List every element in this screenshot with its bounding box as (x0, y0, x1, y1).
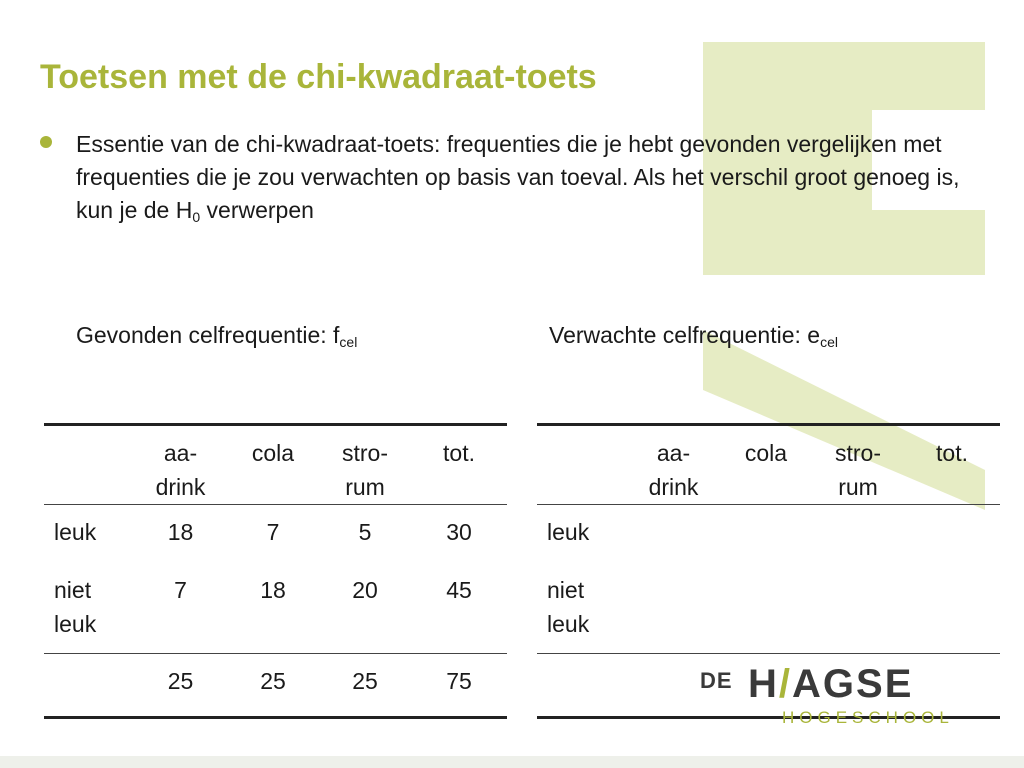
header-cell: stro- rum (835, 440, 881, 500)
table-cell (720, 505, 812, 564)
found-caption-text: Gevonden celfrequentie: f (76, 322, 340, 348)
row-label: leuk (547, 519, 590, 545)
header-cell: cola (251, 440, 295, 466)
table-cell (812, 563, 904, 654)
haagse-hogeschool-logo (700, 662, 1000, 732)
table-cell (720, 563, 812, 654)
expected-caption-text: Verwachte celfrequentie: e (549, 322, 821, 348)
row-label: niet leuk (547, 577, 590, 637)
row-label: leuk (54, 519, 97, 545)
logo-hogeschool-text: HOGESCHOOL (782, 708, 954, 727)
header-cell (44, 425, 134, 505)
table-cell (627, 563, 720, 654)
bullet-text-end: verwerpen (200, 197, 314, 223)
bullet-list (40, 128, 970, 234)
table-cell: 45 (446, 577, 472, 603)
header-cell: aa- drink (155, 440, 206, 500)
table-cell (904, 563, 1000, 654)
table-cell: 7 (266, 519, 280, 545)
table-row (44, 563, 507, 654)
table-cell (904, 505, 1000, 564)
expected-caption (549, 322, 838, 350)
table-cell: 18 (167, 519, 194, 545)
table-cell: 25 (352, 668, 378, 694)
header-cell: aa- drink (648, 440, 699, 500)
row-label (537, 654, 627, 718)
table-header-row (537, 425, 1000, 505)
logo-de-text: DE (700, 668, 733, 693)
table-cell (627, 505, 720, 564)
table-header-row (44, 425, 507, 505)
bullet-subscript: 0 (192, 209, 201, 225)
slide-title: Toetsen met de chi-kwadraat-toets (40, 58, 597, 96)
header-cell: tot. (936, 440, 968, 466)
table-row (537, 563, 1000, 654)
bullet-dot-icon (40, 136, 52, 148)
table-row (44, 505, 507, 564)
header-cell: tot. (443, 440, 475, 466)
bullet-text-main: Essentie van de chi-kwadraat-toets: frequenties die je hebt gevonden vergelijken met frequenties die je zou verwachten op basis van toeval. Als het verschil groot genoeg is, kun je de H (76, 131, 960, 223)
found-caption-subscript: cel (339, 334, 358, 350)
found-caption (76, 322, 357, 350)
table-row (537, 505, 1000, 564)
expected-caption-subscript: cel (820, 334, 838, 350)
table-cell: 18 (260, 577, 286, 603)
table-cell: 30 (446, 519, 472, 545)
table-cell: 20 (352, 577, 378, 603)
logo-haagse-text: H/AGSE (748, 662, 914, 706)
found-frequency-table (44, 423, 507, 719)
table-cell: 7 (174, 577, 187, 603)
header-cell (537, 425, 627, 505)
bullet-text (76, 128, 970, 234)
table-cell: 25 (260, 668, 286, 694)
table-cell (812, 505, 904, 564)
table-cell: 75 (446, 668, 472, 694)
row-label (44, 654, 134, 718)
header-cell: cola (744, 440, 788, 466)
footer-strip (0, 756, 1024, 768)
table-total-row (44, 654, 507, 718)
header-cell: stro- rum (342, 440, 388, 500)
row-label: niet leuk (54, 577, 97, 637)
table-cell: 25 (167, 668, 194, 694)
table-cell: 5 (358, 519, 372, 545)
